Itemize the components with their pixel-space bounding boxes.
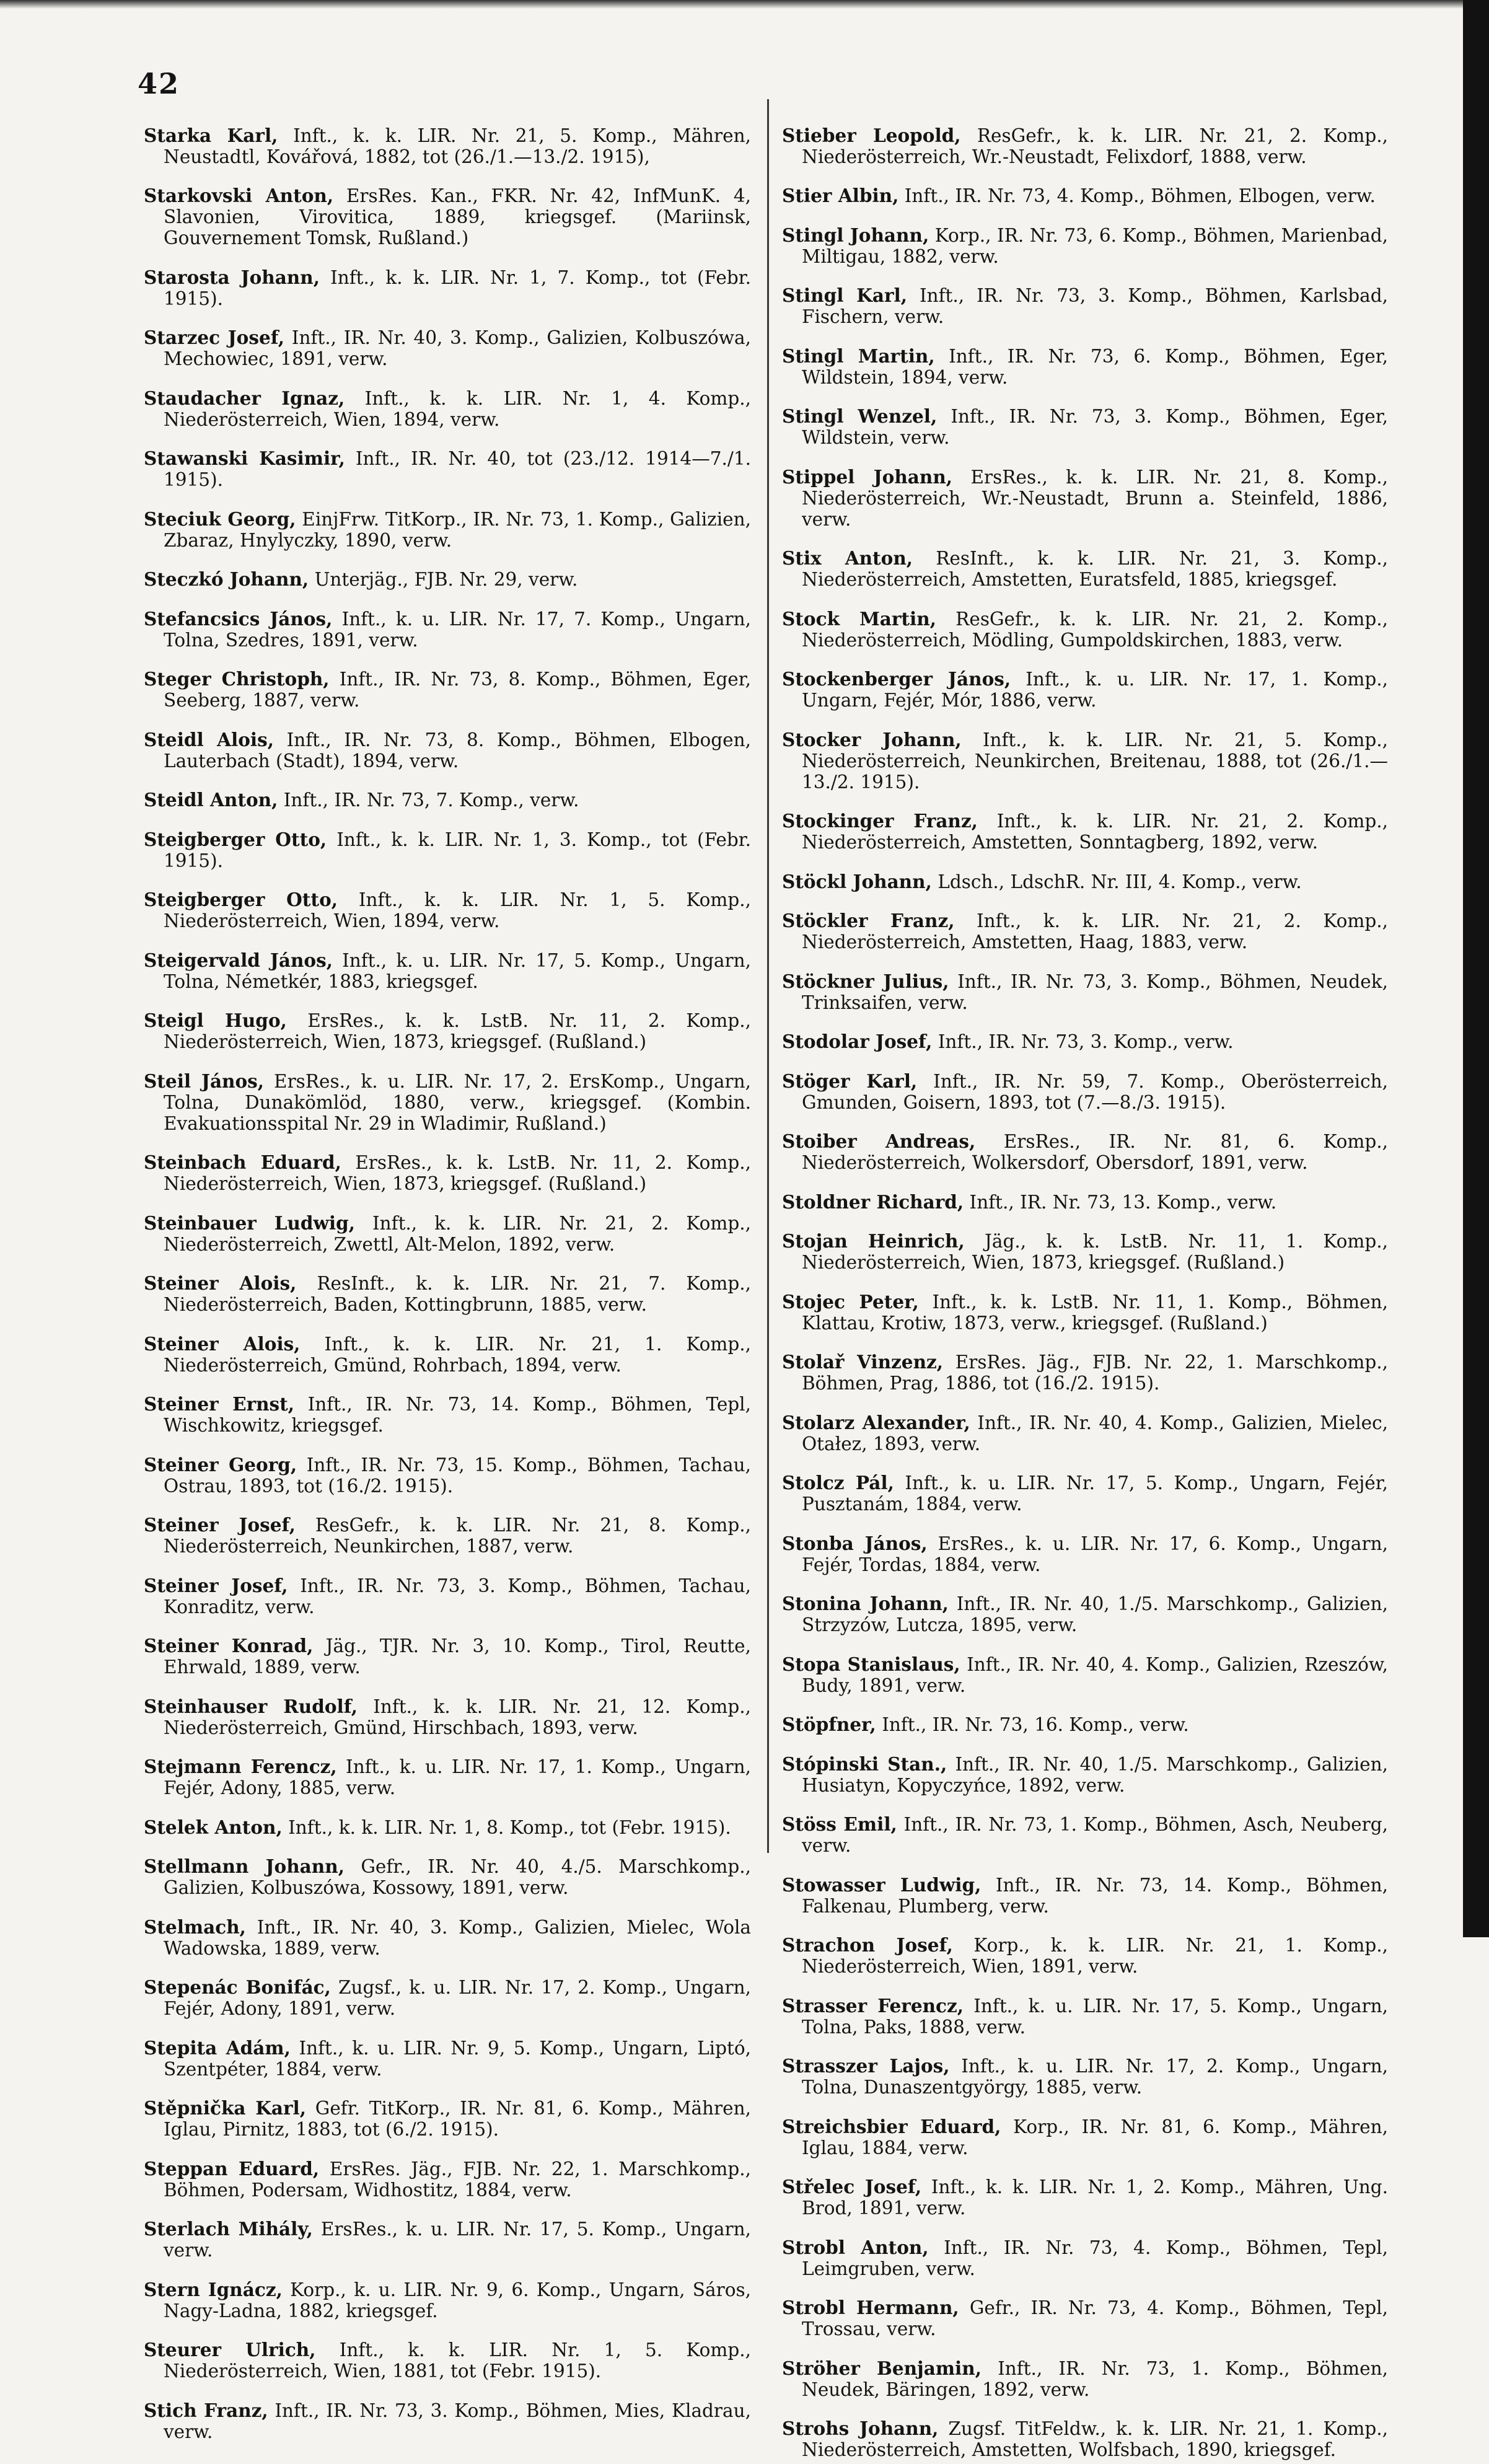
list-entry [144, 669, 751, 711]
entry-name: Stopa Stanislaus, [782, 1653, 960, 1675]
entry-name: Stojan Heinrich, [782, 1230, 965, 1252]
entry-name: Střelec Josef, [782, 2176, 922, 2198]
list-entry [144, 388, 751, 430]
entry-details: ErsRes., k. k. LstB. Nr. 11, 2. Komp., Niederösterreich, Wien, 1873, kriegsgef. (Rußland.) [164, 1152, 751, 1194]
entry-details: Inft., IR. Nr. 73, 16. Komp., verw. [882, 1714, 1189, 1735]
entry-details: Inft., k. u. LIR. Nr. 17, 5. Komp., Ungarn, Tolna, Paks, 1888, verw. [802, 1995, 1388, 2038]
list-entry [782, 1533, 1388, 1575]
right-column [782, 107, 1388, 2464]
entry-name: Stöpfner, [782, 1714, 876, 1735]
entry-name: Stefancsics János, [144, 607, 333, 630]
entry-name: Steger Christoph, [144, 668, 330, 690]
entry-details: Inft., IR. Nr. 73, 7. Komp., verw. [283, 790, 579, 811]
entry-name: Stópinski Stan., [782, 1753, 947, 1775]
list-entry [144, 1856, 751, 1898]
entry-details: Inft., k. k. LIR. Nr. 21, 1. Komp., Niederösterreich, Gmünd, Rohrbach, 1894, verw. [164, 1333, 751, 1376]
entry-details: ErsRes. Kan., FKR. Nr. 42, InfMunK. 4, Slavonien, Virovitica, 1889, kriegsgef. (Mariinsk, Gouvernement Tomsk, Rußland.) [164, 185, 751, 249]
entry-details: ResInft., k. k. LIR. Nr. 21, 3. Komp., Niederösterreich, Amstetten, Euratsfeld, 1885, kriegsgef. [802, 548, 1388, 590]
list-entry [782, 2176, 1388, 2219]
entry-name: Stöger Karl, [782, 1070, 918, 1092]
entry-name: Streichsbier Eduard, [782, 2115, 1001, 2137]
entry-name: Steil János, [144, 1070, 265, 1092]
entry-name: Steigberger Otto, [144, 828, 327, 850]
list-entry [782, 971, 1388, 1013]
entry-details: Inft., k. k. LIR. Nr. 21, 2. Komp., Niederösterreich, Zwettl, Alt-Melon, 1892, verw. [164, 1212, 751, 1255]
entry-details: Inft., IR. Nr. 73, 15. Komp., Böhmen, Tachau, Ostrau, 1893, tot (16./2. 1915). [164, 1454, 752, 1497]
entry-name: Steurer Ulrich, [144, 2339, 316, 2361]
entry-name: Strachon Josef, [782, 1934, 953, 1956]
entry-name: Stolarz Alexander, [782, 1411, 970, 1433]
entry-name: Stonina Johann, [782, 1593, 949, 1614]
list-entry [782, 2358, 1388, 2400]
entry-details: Inft., IR. Nr. 73, 4. Komp., Böhmen, Elbogen, verw. [904, 185, 1376, 206]
list-entry [144, 950, 751, 992]
entry-name: Ströher Benjamin, [782, 2357, 982, 2379]
list-entry [782, 669, 1388, 711]
entry-name: Steiner Josef, [144, 1514, 296, 1536]
list-entry [144, 1575, 751, 1617]
entry-details: Zugsf. TitFeldw., k. k. LIR. Nr. 21, 1. Komp., Niederösterreich, Amstetten, Wolfsbach, 1890, kriegsgef. [802, 2418, 1388, 2460]
list-entry [144, 1071, 751, 1134]
entry-name: Stöss Emil, [782, 1813, 897, 1835]
list-entry [144, 729, 751, 772]
entry-name: Stix Anton, [782, 547, 913, 569]
entry-details: Inft., k. k. LIR. Nr. 1, 5. Komp., Niederösterreich, Wien, 1881, tot (Febr. 1915). [164, 2339, 751, 2382]
entry-details: ErsRes., k. u. LIR. Nr. 17, 5. Komp., Ungarn, verw. [164, 2219, 751, 2261]
entry-name: Stingl Karl, [782, 284, 908, 306]
entry-details: Inft., IR. Nr. 73, 8. Komp., Böhmen, Elbogen, Lauterbach (Stadt), 1894, verw. [164, 729, 751, 772]
list-entry [144, 2219, 751, 2261]
entry-details: ResInft., k. k. LIR. Nr. 21, 7. Komp., Niederösterreich, Baden, Kottingbrunn, 1885, verw. [164, 1273, 751, 1315]
list-entry [144, 609, 751, 651]
entry-details: Inft., k. k. LIR. Nr. 1, 8. Komp., tot (Febr. 1915). [288, 1816, 731, 1838]
entry-details: Inft., IR. Nr. 40, 1./5. Marschkomp., Galizien, Strzyzów, Lutcza, 1895, verw. [802, 1593, 1388, 1635]
entry-details: Inft., k. k. LIR. Nr. 21, 2. Komp., Niederösterreich, Amstetten, Haag, 1883, verw. [802, 910, 1388, 953]
list-entry [782, 1412, 1388, 1454]
list-entry [782, 1071, 1388, 1113]
entry-name: Starkovski Anton, [144, 185, 334, 206]
entry-details: Gefr., IR. Nr. 40, 4./5. Marschkomp., Galizien, Kolbuszówa, Kossowy, 1891, verw. [164, 1856, 751, 1898]
entry-details: Inft., k. k. LIR. Nr. 21, 5. Komp., Niederösterreich, Neunkirchen, Breitenau, 1888, tot (26./1.—13./2. 1915). [802, 729, 1389, 793]
entry-details: Inft., k. k. LIR. Nr. 1, 7. Komp., tot (Febr. 1915). [164, 266, 751, 309]
entry-details: Gefr., IR. Nr. 73, 4. Komp., Böhmen, Tepl, Trossau, verw. [802, 2297, 1388, 2339]
list-entry [782, 185, 1388, 206]
list-entry [144, 1977, 751, 2019]
entry-details: Inft., IR. Nr. 40, tot (23./12. 1914—7./1. 1915). [164, 448, 751, 490]
list-entry [782, 1814, 1388, 1856]
list-entry [144, 2339, 751, 2382]
entry-name: Stöckner Julius, [782, 970, 949, 992]
list-entry [782, 1875, 1388, 1917]
entry-details: Inft., IR. Nr. 73, 14. Komp., Böhmen, Tepl, Wischkowitz, kriegsgef. [164, 1394, 751, 1436]
entry-name: Steppan Eduard, [144, 2157, 320, 2180]
entry-details: Inft., k. u. LIR. Nr. 17, 7. Komp., Ungarn, Tolna, Szedres, 1891, verw. [164, 608, 751, 651]
list-entry [782, 2297, 1388, 2339]
entry-name: Stingl Wenzel, [782, 405, 938, 427]
scan-right-border [1463, 0, 1489, 1937]
entry-name: Steiner Ernst, [144, 1393, 295, 1415]
entry-details: Ldsch., LdschR. Nr. III, 4. Komp., verw. [938, 871, 1302, 892]
entry-name: Steiner Alois, [144, 1272, 297, 1294]
list-entry [144, 2400, 751, 2442]
list-entry [144, 448, 751, 490]
entry-details: Inft., IR. Nr. 40, 3. Komp., Galizien, Mielec, Wola Wadowska, 1889, verw. [164, 1916, 751, 1959]
entry-name: Stoiber Andreas, [782, 1130, 976, 1152]
list-entry [782, 125, 1388, 167]
list-entry [144, 267, 751, 309]
entry-name: Steiner Konrad, [144, 1635, 314, 1657]
entry-details: Jäg., TJR. Nr. 3, 10. Komp., Tirol, Reutte, Ehrwald, 1889, verw. [164, 1635, 751, 1678]
entry-name: Stellmann Johann, [144, 1855, 345, 1877]
entry-name: Stelek Anton, [144, 1816, 283, 1838]
list-entry [782, 1291, 1388, 1334]
entry-details: Inft., k. k. LIR. Nr. 21, 5. Komp., Mähren, Neustadtl, Kovářová, 1882, tot (26./1.—13./2. 1915), [164, 125, 751, 167]
entry-name: Strasszer Lajos, [782, 2055, 950, 2077]
entry-name: Stockenberger János, [782, 668, 1011, 690]
list-entry [144, 2158, 751, 2201]
column-divider [767, 99, 769, 1853]
entry-name: Stingl Johann, [782, 224, 929, 246]
entry-name: Starzec Josef, [144, 327, 285, 348]
list-entry [782, 406, 1388, 448]
entry-name: Steiner Georg, [144, 1453, 297, 1476]
entry-details: Korp., k. u. LIR. Nr. 9, 6. Komp., Ungarn, Sáros, Nagy-Ladna, 1882, kriegsgef. [164, 2279, 751, 2321]
entry-name: Stöckler Franz, [782, 910, 955, 931]
entry-details: Korp., IR. Nr. 81, 6. Komp., Mähren, Iglau, 1884, verw. [802, 2116, 1388, 2158]
list-entry [782, 1714, 1388, 1735]
list-entry [782, 285, 1388, 327]
list-entry [144, 829, 751, 871]
entry-details: ErsRes., k. k. LstB. Nr. 11, 2. Komp., Niederösterreich, Wien, 1873, kriegsgef. (Rußland.) [164, 1010, 751, 1052]
entry-name: Stieber Leopold, [782, 124, 961, 146]
entry-details: Inft., IR. Nr. 40, 1./5. Marschkomp., Galizien, Husiatyn, Kopyczyńce, 1892, verw. [802, 1753, 1388, 1796]
list-entry [782, 1031, 1388, 1052]
entry-details: Inft., IR. Nr. 40, 4. Komp., Galizien, Mielec, Otałez, 1893, verw. [802, 1412, 1388, 1454]
entry-name: Stojec Peter, [782, 1290, 919, 1313]
list-entry [144, 1010, 751, 1052]
entry-name: Stock Martin, [782, 607, 936, 630]
entry-details: Inft., IR. Nr. 73, 14. Komp., Böhmen, Falkenau, Plumberg, verw. [802, 1874, 1388, 1917]
list-entry [782, 1131, 1388, 1173]
entry-name: Strasser Ferencz, [782, 1994, 964, 2017]
entry-name: Stonba János, [782, 1532, 928, 1554]
list-entry [782, 811, 1388, 853]
entry-name: Stawanski Kasimir, [144, 447, 345, 469]
entry-name: Sterlach Mihály, [144, 2218, 313, 2240]
entry-details: Inft., k. k. LIR. Nr. 1, 3. Komp., tot (Febr. 1915). [164, 829, 752, 871]
entry-name: Stolcz Pál, [782, 1472, 894, 1494]
entry-details: ErsRes. Jäg., FJB. Nr. 22, 1. Marschkomp., Böhmen, Podersam, Widhostitz, 1884, verw. [164, 2158, 751, 2201]
entry-details: Inft., IR. Nr. 73, 8. Komp., Böhmen, Eger, Seeberg, 1887, verw. [164, 669, 751, 711]
entry-name: Steiner Alois, [144, 1332, 301, 1355]
list-entry [782, 1231, 1388, 1273]
list-entry [782, 2237, 1388, 2279]
entry-details: ErsRes. Jäg., FJB. Nr. 22, 1. Marschkomp., Böhmen, Prag, 1886, tot (16./2. 1915). [802, 1352, 1388, 1394]
entry-name: Strohs Johann, [782, 2418, 939, 2439]
entry-details: Inft., k. k. LIR. Nr. 1, 4. Komp., Niederösterreich, Wien, 1894, verw. [164, 387, 751, 430]
page-number: 42 [138, 67, 180, 100]
list-entry [782, 1352, 1388, 1394]
list-entry [782, 871, 1388, 892]
list-entry [144, 185, 751, 249]
entry-name: Stelmach, [144, 1916, 246, 1938]
entry-details: Inft., IR. Nr. 40, 3. Komp., Galizien, Kolbuszówa, Mechowiec, 1891, verw. [164, 327, 751, 369]
entry-name: Starosta Johann, [144, 266, 320, 288]
list-entry [144, 1817, 751, 1838]
list-entry [782, 910, 1388, 953]
entry-details: Inft., IR. Nr. 73, 4. Komp., Böhmen, Tepl, Leimgruben, verw. [802, 2237, 1388, 2279]
entry-details: Inft., IR. Nr. 73, 6. Komp., Böhmen, Eger, Wildstein, 1894, verw. [802, 345, 1388, 388]
entry-details: Inft., IR. Nr. 73, 1. Komp., Böhmen, Neudek, Bäringen, 1892, verw. [802, 2357, 1388, 2400]
entry-details: Inft., k. u. LIR. Nr. 17, 1. Komp., Ungarn, Fejér, Adony, 1885, verw. [164, 1756, 751, 1798]
entry-details: ErsRes., k. u. LIR. Nr. 17, 6. Komp., Ungarn, Fejér, Tordas, 1884, verw. [802, 1533, 1388, 1575]
list-entry [144, 790, 751, 811]
list-entry [782, 346, 1388, 388]
list-entry [144, 1454, 751, 1497]
entry-details: Inft., IR. Nr. 73, 3. Komp., verw. [938, 1031, 1234, 1052]
list-entry [144, 1515, 751, 1557]
list-entry [144, 2279, 751, 2321]
entry-details: Inft., IR. Nr. 73, 3. Komp., Böhmen, Eger, Wildstein, verw. [802, 406, 1388, 448]
entry-name: Stippel Johann, [782, 465, 953, 488]
list-entry [782, 467, 1388, 530]
list-entry [782, 2116, 1388, 2158]
list-entry [782, 225, 1388, 267]
entry-details: Inft., k. k. LIR. Nr. 21, 2. Komp., Niederösterreich, Amstetten, Sonntagberg, 1892, verw. [802, 811, 1388, 853]
entry-details: Inft., k. u. LIR. Nr. 17, 1. Komp., Ungarn, Fejér, Mór, 1886, verw. [802, 669, 1388, 711]
entry-details: Inft., k. u. LIR. Nr. 17, 5. Komp., Ungarn, Tolna, Németkér, 1883, kriegsgef. [164, 949, 751, 992]
entry-details: Inft., IR. Nr. 73, 3. Komp., Böhmen, Neudek, Trinksaifen, verw. [802, 970, 1388, 1013]
entry-details: Inft., k. u. LIR. Nr. 17, 2. Komp., Ungarn, Tolna, Dunaszentgyörgy, 1885, verw. [802, 2056, 1388, 2098]
list-entry [144, 1152, 751, 1194]
list-entry [782, 609, 1388, 651]
list-entry [144, 1696, 751, 1738]
list-entry [144, 1917, 751, 1959]
entry-details: Inft., k. u. LIR. Nr. 17, 5. Komp., Ungarn, Fejér, Pusztanám, 1884, verw. [802, 1472, 1389, 1515]
list-entry [782, 1935, 1388, 1977]
entry-details: ResGefr., k. k. LIR. Nr. 21, 8. Komp., Niederösterreich, Neunkirchen, 1887, verw. [164, 1515, 751, 1557]
entry-name: Stöckl Johann, [782, 870, 932, 892]
list-entry [782, 1472, 1388, 1515]
list-entry [144, 327, 751, 369]
entry-name: Steigberger Otto, [144, 889, 338, 910]
entry-details: Inft., k. k. LstB. Nr. 11, 1. Komp., Böhmen, Klattau, Krotiw, 1873, verw., kriegsgef. (Rußland.) [802, 1291, 1388, 1334]
entry-name: Steinbach Eduard, [144, 1151, 341, 1173]
entry-name: Stockinger Franz, [782, 810, 978, 832]
entry-name: Stowasser Ludwig, [782, 1873, 982, 1896]
entry-details: Inft., IR. Nr. 73, 13. Komp., verw. [969, 1191, 1277, 1213]
list-entry [782, 729, 1388, 793]
entry-details: Jäg., k. k. LstB. Nr. 11, 1. Komp., Niederösterreich, Wien, 1873, kriegsgef. (Rußland.) [802, 1231, 1388, 1273]
entry-name: Steinbauer Ludwig, [144, 1212, 356, 1234]
list-entry [144, 125, 751, 167]
list-entry [144, 509, 751, 551]
entry-details: Inft., IR. Nr. 73, 3. Komp., Böhmen, Karlsbad, Fischern, verw. [802, 285, 1388, 327]
list-entry [782, 1593, 1388, 1635]
list-entry [144, 2098, 751, 2140]
entry-name: Steidl Anton, [144, 789, 278, 811]
entry-details: Inft., k. k. LIR. Nr. 1, 2. Komp., Mähren, Ung. Brod, 1891, verw. [802, 2176, 1388, 2219]
entry-name: Steigl Hugo, [144, 1010, 287, 1031]
entry-name: Steinhauser Rudolf, [144, 1695, 358, 1717]
entry-name: Stolař Vinzenz, [782, 1351, 944, 1373]
entry-name: Stěpnička Karl, [144, 2097, 306, 2119]
list-entry [782, 548, 1388, 590]
entry-details: Inft., IR. Nr. 59, 7. Komp., Oberösterreich, Gmunden, Goisern, 1893, tot (7.—8./3. 1915). [802, 1070, 1388, 1113]
entry-details: ErsRes., k. k. LIR. Nr. 21, 8. Komp., Niederösterreich, Wr.-Neustadt, Brunn a. Steinfeld, 1886, verw. [802, 466, 1388, 530]
entry-name: Stoldner Richard, [782, 1190, 964, 1213]
list-entry [782, 2418, 1388, 2460]
entry-details: Inft., k. k. LIR. Nr. 21, 12. Komp., Niederösterreich, Gmünd, Hirschbach, 1893, verw. [164, 1696, 751, 1738]
entry-details: ErsRes., IR. Nr. 81, 6. Komp., Niederösterreich, Wolkersdorf, Obersdorf, 1891, verw. [802, 1131, 1388, 1173]
entry-details: Inft., IR. Nr. 40, 4. Komp., Galizien, Rzeszów, Budy, 1891, verw. [802, 1653, 1388, 1696]
entry-name: Stepita Adám, [144, 2036, 291, 2059]
entry-name: Starka Karl, [144, 124, 278, 146]
list-entry [144, 569, 751, 590]
entry-details: Gefr. TitKorp., IR. Nr. 81, 6. Komp., Mähren, Iglau, Pirnitz, 1883, tot (6./2. 1915). [164, 2098, 751, 2140]
entry-details: Zugsf., k. u. LIR. Nr. 17, 2. Komp., Ungarn, Fejér, Adony, 1891, verw. [164, 1977, 751, 2019]
entry-name: Strobl Anton, [782, 2236, 929, 2258]
entry-details: Inft., IR. Nr. 73, 3. Komp., Böhmen, Tachau, Konraditz, verw. [164, 1575, 751, 1617]
list-entry [144, 1756, 751, 1798]
entry-name: Stier Albin, [782, 185, 899, 206]
entry-name: Staudacher Ignaz, [144, 387, 345, 409]
list-entry [144, 1273, 751, 1315]
list-entry [782, 2056, 1388, 2098]
list-entry [782, 1192, 1388, 1213]
entry-details: Korp., IR. Nr. 73, 6. Komp., Böhmen, Marienbad, Miltigau, 1882, verw. [802, 224, 1388, 267]
entry-details: EinjFrw. TitKorp., IR. Nr. 73, 1. Komp., Galizien, Zbaraz, Hnylyczky, 1890, verw. [164, 508, 751, 551]
entry-name: Stern Ignácz, [144, 2278, 283, 2300]
entry-details: Inft., k. k. LIR. Nr. 1, 5. Komp., Niederösterreich, Wien, 1894, verw. [164, 889, 751, 931]
entry-details: Inft., IR. Nr. 73, 3. Komp., Böhmen, Mies, Kladrau, verw. [164, 2400, 751, 2442]
entry-details: ResGefr., k. k. LIR. Nr. 21, 2. Komp., Niederösterreich, Mödling, Gumpoldskirchen, 1883, verw. [802, 608, 1388, 651]
entry-details: Inft., IR. Nr. 73, 1. Komp., Böhmen, Asch, Neuberg, verw. [802, 1814, 1388, 1856]
entry-name: Stodolar Josef, [782, 1031, 933, 1052]
list-entry [144, 1334, 751, 1376]
list-entry [782, 1995, 1388, 2038]
entry-name: Steiner Josef, [144, 1574, 288, 1596]
list-entry [144, 2038, 751, 2080]
list-entry [144, 1213, 751, 1255]
scan-top-edge [0, 0, 1489, 9]
entry-name: Stocker Johann, [782, 728, 962, 750]
list-entry [144, 1635, 751, 1678]
entry-name: Steidl Alois, [144, 728, 275, 750]
list-entry [782, 1754, 1388, 1796]
entry-name: Stingl Martin, [782, 345, 935, 367]
entry-name: Stich Franz, [144, 2399, 268, 2421]
entry-details: Unterjäg., FJB. Nr. 29, verw. [314, 569, 578, 590]
entry-name: Steciuk Georg, [144, 508, 296, 530]
list-entry [144, 1394, 751, 1436]
entry-name: Steczkó Johann, [144, 568, 309, 590]
entry-name: Steigervald János, [144, 949, 333, 971]
entry-details: ErsRes., k. u. LIR. Nr. 17, 2. ErsKomp., Ungarn, Tolna, Dunakömlöd, 1880, verw., kriegsgef. (Kombin. Evakuationsspital Nr. 29 in Wladimir, Rußland.) [164, 1070, 751, 1134]
left-column [144, 107, 751, 2446]
entry-details: Inft., k. u. LIR. Nr. 9, 5. Komp., Ungarn, Liptó, Szentpéter, 1884, verw. [164, 2037, 751, 2080]
entry-name: Stejmann Ferencz, [144, 1756, 337, 1777]
list-entry [782, 1654, 1388, 1696]
list-entry [144, 889, 751, 931]
entry-details: ResGefr., k. k. LIR. Nr. 21, 2. Komp., Niederösterreich, Wr.-Neustadt, Felixdorf, 1888, verw. [802, 125, 1388, 167]
entry-details: Korp., k. k. LIR. Nr. 21, 1. Komp., Niederösterreich, Wien, 1891, verw. [802, 1935, 1388, 1977]
entry-name: Strobl Hermann, [782, 2297, 959, 2318]
entry-name: Stepenác Bonifác, [144, 1976, 331, 1998]
